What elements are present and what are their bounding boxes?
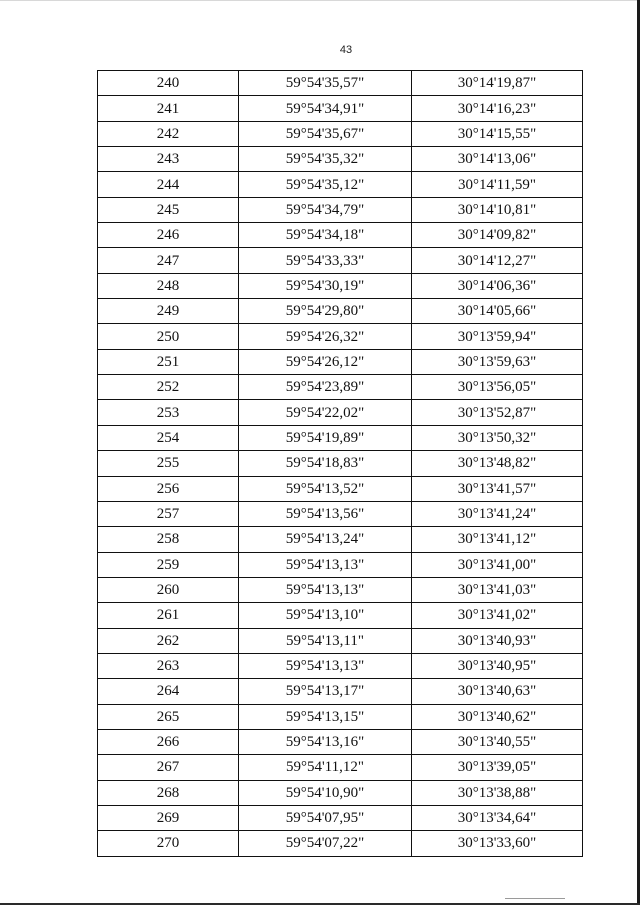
latitude-cell: 59°54'26,32" [239, 324, 412, 349]
table-row [98, 653, 583, 678]
longitude-cell: 30°14'15,55" [412, 121, 583, 146]
latitude-cell: 59°54'35,67" [239, 121, 412, 146]
table-row [98, 704, 583, 729]
longitude-cell: 30°13'41,02" [412, 603, 583, 628]
point-number-cell: 253 [98, 400, 239, 425]
latitude-cell: 59°54'13,24" [239, 527, 412, 552]
longitude-cell: 30°13'40,95" [412, 653, 583, 678]
point-number-cell: 266 [98, 729, 239, 754]
longitude-cell: 30°13'38,88" [412, 780, 583, 805]
longitude-cell: 30°14'16,23" [412, 96, 583, 121]
latitude-cell: 59°54'13,10" [239, 603, 412, 628]
longitude-cell: 30°13'33,60" [412, 831, 583, 856]
table-row [98, 324, 583, 349]
latitude-cell: 59°54'30,19" [239, 273, 412, 298]
table-row [98, 628, 583, 653]
longitude-cell: 30°14'12,27" [412, 248, 583, 273]
point-number-cell: 245 [98, 197, 239, 222]
latitude-cell: 59°54'10,90" [239, 780, 412, 805]
table-row [98, 552, 583, 577]
latitude-cell: 59°54'18,83" [239, 451, 412, 476]
longitude-cell: 30°13'40,55" [412, 729, 583, 754]
table-row [98, 805, 583, 830]
table-row [98, 780, 583, 805]
latitude-cell: 59°54'34,18" [239, 223, 412, 248]
point-number-cell: 254 [98, 425, 239, 450]
point-number-cell: 243 [98, 147, 239, 172]
latitude-cell: 59°54'34,79" [239, 197, 412, 222]
longitude-cell: 30°14'09,82" [412, 223, 583, 248]
point-number-cell: 252 [98, 375, 239, 400]
table-row [98, 831, 583, 856]
latitude-cell: 59°54'07,22" [239, 831, 412, 856]
longitude-cell: 30°13'52,87" [412, 400, 583, 425]
table-row [98, 349, 583, 374]
latitude-cell: 59°54'23,89" [239, 375, 412, 400]
point-number-cell: 269 [98, 805, 239, 830]
latitude-cell: 59°54'34,91" [239, 96, 412, 121]
point-number-cell: 270 [98, 831, 239, 856]
point-number-cell: 264 [98, 679, 239, 704]
longitude-cell: 30°13'56,05" [412, 375, 583, 400]
point-number-cell: 247 [98, 248, 239, 273]
table-row [98, 729, 583, 754]
table-row [98, 603, 583, 628]
latitude-cell: 59°54'13,17" [239, 679, 412, 704]
longitude-cell: 30°13'41,57" [412, 476, 583, 501]
longitude-cell: 30°13'39,05" [412, 755, 583, 780]
point-number-cell: 258 [98, 527, 239, 552]
point-number-cell: 256 [98, 476, 239, 501]
point-number-cell: 267 [98, 755, 239, 780]
table-row [98, 147, 583, 172]
table-row [98, 273, 583, 298]
table-row [98, 375, 583, 400]
table-row [98, 425, 583, 450]
point-number-cell: 262 [98, 628, 239, 653]
point-number-cell: 265 [98, 704, 239, 729]
table-row [98, 679, 583, 704]
scan-top-edge [0, 0, 640, 1]
point-number-cell: 244 [98, 172, 239, 197]
latitude-cell: 59°54'13,11" [239, 628, 412, 653]
latitude-cell: 59°54'13,16" [239, 729, 412, 754]
table-row [98, 400, 583, 425]
longitude-cell: 30°13'48,82" [412, 451, 583, 476]
latitude-cell: 59°54'13,56" [239, 501, 412, 526]
longitude-cell: 30°14'11,59" [412, 172, 583, 197]
table-row [98, 71, 583, 96]
longitude-cell: 30°14'10,81" [412, 197, 583, 222]
point-number-cell: 261 [98, 603, 239, 628]
longitude-cell: 30°13'59,63" [412, 349, 583, 374]
table-row [98, 197, 583, 222]
longitude-cell: 30°13'40,93" [412, 628, 583, 653]
table-row [98, 299, 583, 324]
point-number-cell: 259 [98, 552, 239, 577]
point-number-cell: 257 [98, 501, 239, 526]
table-row [98, 501, 583, 526]
longitude-cell: 30°13'41,00" [412, 552, 583, 577]
longitude-cell: 30°13'41,12" [412, 527, 583, 552]
point-number-cell: 241 [98, 96, 239, 121]
point-number-cell: 248 [98, 273, 239, 298]
latitude-cell: 59°54'26,12" [239, 349, 412, 374]
table-row [98, 248, 583, 273]
latitude-cell: 59°54'33,33" [239, 248, 412, 273]
coordinates-table [97, 70, 583, 857]
longitude-cell: 30°14'19,87" [412, 71, 583, 96]
page-number: 43 [339, 44, 353, 56]
latitude-cell: 59°54'35,32" [239, 147, 412, 172]
point-number-cell: 249 [98, 299, 239, 324]
longitude-cell: 30°14'13,06" [412, 147, 583, 172]
longitude-cell: 30°13'59,94" [412, 324, 583, 349]
point-number-cell: 246 [98, 223, 239, 248]
latitude-cell: 59°54'35,12" [239, 172, 412, 197]
point-number-cell: 263 [98, 653, 239, 678]
point-number-cell: 268 [98, 780, 239, 805]
longitude-cell: 30°13'34,64" [412, 805, 583, 830]
point-number-cell: 255 [98, 451, 239, 476]
point-number-cell: 260 [98, 577, 239, 602]
table-row [98, 451, 583, 476]
latitude-cell: 59°54'22,02" [239, 400, 412, 425]
latitude-cell: 59°54'13,13" [239, 653, 412, 678]
point-number-cell: 242 [98, 121, 239, 146]
point-number-cell: 240 [98, 71, 239, 96]
table-row [98, 755, 583, 780]
latitude-cell: 59°54'19,89" [239, 425, 412, 450]
point-number-cell: 250 [98, 324, 239, 349]
longitude-cell: 30°13'41,24" [412, 501, 583, 526]
longitude-cell: 30°13'40,62" [412, 704, 583, 729]
latitude-cell: 59°54'29,80" [239, 299, 412, 324]
longitude-cell: 30°13'40,63" [412, 679, 583, 704]
latitude-cell: 59°54'11,12" [239, 755, 412, 780]
latitude-cell: 59°54'13,13" [239, 577, 412, 602]
point-number-cell: 251 [98, 349, 239, 374]
latitude-cell: 59°54'07,95" [239, 805, 412, 830]
longitude-cell: 30°13'50,32" [412, 425, 583, 450]
coordinates-table-body [98, 71, 583, 857]
scan-edge-mark [505, 898, 565, 899]
table-row [98, 476, 583, 501]
table-row [98, 121, 583, 146]
table-row [98, 172, 583, 197]
table-row [98, 577, 583, 602]
latitude-cell: 59°54'13,15" [239, 704, 412, 729]
longitude-cell: 30°13'41,03" [412, 577, 583, 602]
table-row [98, 223, 583, 248]
latitude-cell: 59°54'13,13" [239, 552, 412, 577]
longitude-cell: 30°14'06,36" [412, 273, 583, 298]
latitude-cell: 59°54'13,52" [239, 476, 412, 501]
table-row [98, 96, 583, 121]
latitude-cell: 59°54'35,57" [239, 71, 412, 96]
table-row [98, 527, 583, 552]
longitude-cell: 30°14'05,66" [412, 299, 583, 324]
